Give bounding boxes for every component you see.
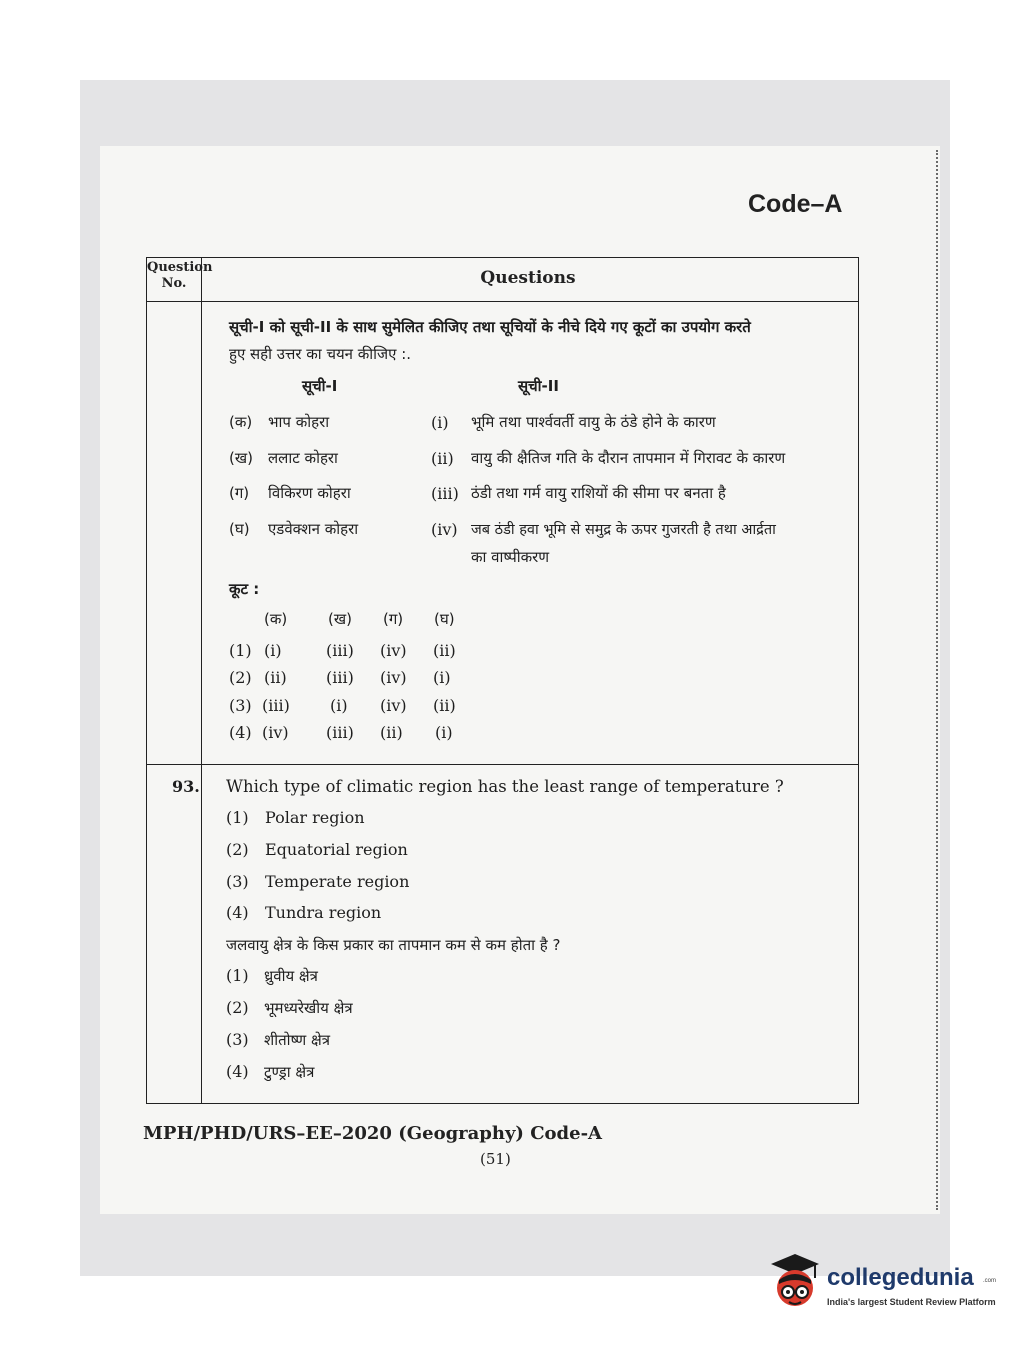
question-text-english: Which type of climatic region has the least range of temperature ? xyxy=(226,777,784,796)
codes-header: (क) xyxy=(264,610,288,628)
instruction-line: सूची-I को सूची-II के साथ सुमेलित कीजिए तथा सूचियों के नीचे दिये गए कूटों का उपयोग करते xyxy=(229,318,751,336)
list2-title: सूची-II xyxy=(518,377,559,395)
code-value: (i) xyxy=(433,668,451,687)
option-number: (3) xyxy=(226,1030,249,1049)
code-option-number: (3) xyxy=(229,696,252,715)
mascot-icon xyxy=(765,1250,825,1322)
brand-tld: .com xyxy=(983,1278,997,1284)
code-option-number: (2) xyxy=(229,668,252,687)
list1-item: भाप कोहरा xyxy=(268,413,330,431)
code-value: (ii) xyxy=(264,668,287,687)
option-number: (1) xyxy=(226,966,249,985)
codes-header: (ग) xyxy=(383,610,404,628)
list2-item: वायु की क्षैतिज गति के दौरान तापमान में गिरावट के कारण xyxy=(471,449,786,467)
column-header-question-no: Question No. xyxy=(147,260,213,291)
option-number: (3) xyxy=(226,872,249,891)
question-text-hindi: जलवायु क्षेत्र के किस प्रकार का तापमान कम से कम होता है ? xyxy=(226,936,561,954)
option-number: (2) xyxy=(226,840,249,859)
option-text: शीतोष्ण क्षेत्र xyxy=(264,1031,330,1049)
question-number: 93. xyxy=(172,777,200,796)
option-text: Temperate region xyxy=(265,872,410,891)
list1-item: एडवेक्शन कोहरा xyxy=(268,520,359,538)
footer-exam-code: MPH/PHD/URS–EE–2020 (Geography) Code-A xyxy=(143,1123,603,1144)
code-value: (ii) xyxy=(433,696,456,715)
paper-code: Code–A xyxy=(748,190,843,218)
option-text: Equatorial region xyxy=(265,840,408,859)
perforation-line xyxy=(936,150,938,1210)
list2-label: (i) xyxy=(431,413,449,432)
option-text: भूमध्यरेखीय क्षेत्र xyxy=(264,999,353,1017)
code-value: (iv) xyxy=(380,668,407,687)
list2-label: (iii) xyxy=(431,484,459,503)
list1-item: विकिरण कोहरा xyxy=(268,484,351,502)
brand-tagline: India's largest Student Review Platform xyxy=(827,1297,996,1307)
code-value: (i) xyxy=(264,641,282,660)
option-text: ध्रुवीय क्षेत्र xyxy=(264,967,318,985)
option-number: (1) xyxy=(226,808,249,827)
instruction-line: हुए सही उत्तर का चयन कीजिए :. xyxy=(229,345,412,363)
code-value: (iv) xyxy=(262,723,289,742)
column-divider xyxy=(201,258,202,1103)
code-value: (iii) xyxy=(326,641,354,660)
list2-item-continued: का वाष्पीकरण xyxy=(471,548,550,566)
code-value: (iii) xyxy=(262,696,290,715)
option-number: (2) xyxy=(226,998,249,1017)
code-value: (i) xyxy=(435,723,453,742)
collegedunia-watermark xyxy=(765,1250,1005,1330)
code-value: (ii) xyxy=(433,641,456,660)
option-text: टुण्ड्रा क्षेत्र xyxy=(264,1063,315,1081)
list1-item: ललाट कोहरा xyxy=(268,449,338,467)
code-value: (ii) xyxy=(380,723,403,742)
list2-item: जब ठंडी हवा भूमि से समुद्र के ऊपर गुजरती है तथा आर्द्रता xyxy=(471,522,776,538)
list2-label: (ii) xyxy=(431,449,454,468)
list2-item: भूमि तथा पार्श्ववर्ती वायु के ठंडे होने के कारण xyxy=(471,413,716,431)
page-number: (51) xyxy=(480,1150,511,1168)
code-value: (iv) xyxy=(380,696,407,715)
list2-label: (iv) xyxy=(431,520,458,539)
header-divider xyxy=(147,301,858,302)
codes-header: (घ) xyxy=(434,610,455,628)
list1-label: (ग) xyxy=(229,484,250,502)
code-value: (i) xyxy=(330,696,348,715)
list1-label: (ख) xyxy=(229,449,253,467)
code-value: (iii) xyxy=(326,723,354,742)
option-text: Tundra region xyxy=(265,903,382,922)
code-option-number: (4) xyxy=(229,723,252,742)
option-number: (4) xyxy=(226,903,249,922)
list1-title: सूची-I xyxy=(302,377,338,395)
code-option-number: (1) xyxy=(229,641,252,660)
question-divider xyxy=(147,764,858,765)
code-value: (iv) xyxy=(380,641,407,660)
list1-label: (घ) xyxy=(229,520,250,538)
code-value: (iii) xyxy=(326,668,354,687)
option-number: (4) xyxy=(226,1062,249,1081)
question-table xyxy=(146,257,859,1104)
column-header-questions: Questions xyxy=(480,268,576,288)
brand-name: collegedunia xyxy=(827,1264,974,1291)
codes-title: कूट : xyxy=(229,580,260,598)
list1-label: (क) xyxy=(229,413,253,431)
option-text: Polar region xyxy=(265,808,365,827)
codes-header: (ख) xyxy=(328,610,352,628)
list2-item: ठंडी तथा गर्म वायु राशियों की सीमा पर बनता है xyxy=(471,484,726,502)
